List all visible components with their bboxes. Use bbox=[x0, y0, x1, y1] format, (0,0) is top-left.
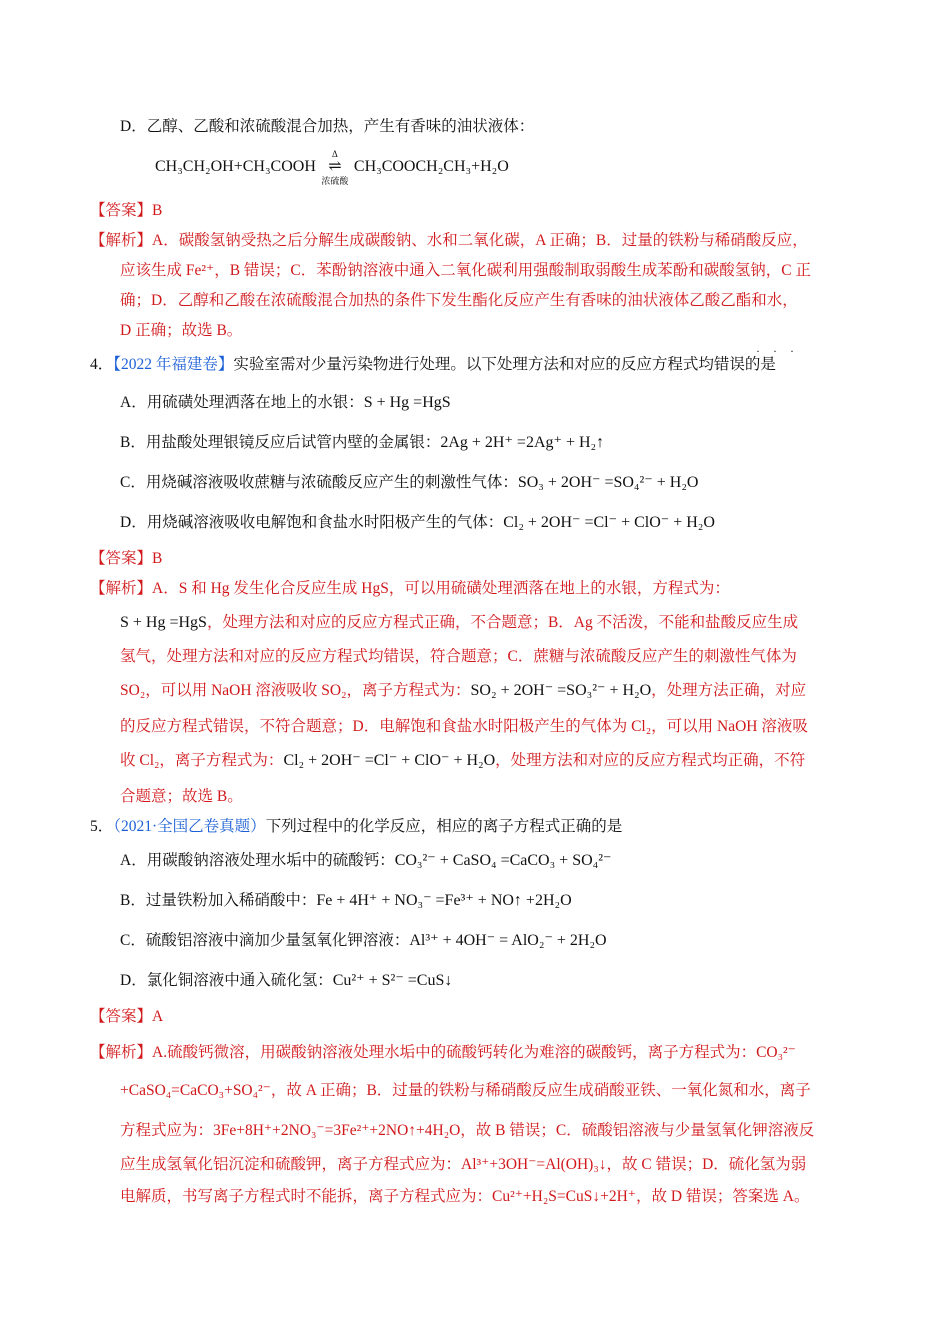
q5-analysis-line-3: 方程式应为：3Fe+8H⁺+2NO₃⁻=3Fe²⁺+2NO↑+4H₂O，故 B 错误；C．硫酸铝溶液与少量氢氧化钾溶液反 bbox=[120, 1122, 815, 1139]
q5-option-d bbox=[120, 970, 452, 992]
option-formula: SO₃ + 2OH⁻ =SO₄²⁻ + H₂O bbox=[517, 474, 699, 491]
analysis-text: ，处理方法和对应的反应方程式均正确，不符 bbox=[495, 752, 806, 769]
option-formula: 2Ag + 2H⁺ =2Ag⁺ + H₂↑ bbox=[440, 434, 605, 451]
option-formula: Cl₂ + 2OH⁻ =Cl⁻ + ClO⁻ + H₂O bbox=[503, 514, 715, 531]
q5-option-c bbox=[120, 930, 607, 952]
option-formula: Fe + 4H⁺ + NO₃⁻ =Fe³⁺ + NO↑ +2H₂O bbox=[316, 892, 572, 909]
emphasis-dots: · · · bbox=[756, 344, 799, 358]
arrow-condition-heat: Δ bbox=[331, 149, 338, 159]
q3-analysis-line-2: 应该生成 Fe²⁺，B 错误；C．苯酚钠溶液中通入二氧化碳利用强酸制取弱酸生成苯酚和碳酸氢钠，C 正 bbox=[120, 262, 811, 279]
option-text: B．过量铁粉加入稀硝酸中： bbox=[120, 892, 317, 909]
analysis-text: 收 Cl₂，离子方程式为： bbox=[120, 752, 284, 769]
q4-option-c bbox=[120, 472, 698, 494]
option-text: D．用烧碱溶液吸收电解饱和食盐水时阳极产生的气体： bbox=[120, 514, 504, 531]
option-text: A．用碳酸钠溶液处理水垢中的硫酸钙： bbox=[120, 852, 395, 869]
q5-analysis-line-2: +CaSO₄=CaCO₃+SO₄²⁻，故 A 正确；B．过量的铁粉与稀硝酸反应生成硝酸亚铁、一氧化氮和水，离子 bbox=[120, 1082, 811, 1099]
equation-left: CH₃CH₂OH+CH₃COOH bbox=[155, 158, 316, 175]
arrow-condition-catalyst: 浓硫酸 bbox=[321, 176, 349, 186]
q4-analysis-line-2 bbox=[120, 612, 798, 634]
q4-analysis-line-7: 合题意；故选 B。 bbox=[120, 788, 243, 805]
q4-option-a bbox=[120, 392, 451, 414]
q4-stem: 实验室需对少量污染物进行处理。以下处理方法和对应的反应方程式均错误的是 bbox=[233, 356, 776, 373]
option-text: C．用烧碱溶液吸收蔗糖与浓硫酸反应产生的刺激性气体： bbox=[120, 474, 518, 491]
q5-analysis-line-4: 应生成氢氧化铝沉淀和硫酸钾，离子方程式应为：Al³⁺+3OH⁻=Al(OH)₃↓，故 C 错误；D．硫化氢为弱 bbox=[120, 1156, 807, 1173]
inline-formula: Cl₂ + 2OH⁻ =Cl⁻ + ClO⁻ + H₂O bbox=[283, 752, 496, 769]
q3-answer: 【答案】B bbox=[90, 202, 163, 219]
option-formula: CO₃²⁻ + CaSO₄ =CaCO₃ + SO₄²⁻ bbox=[394, 852, 612, 869]
option-formula: Al³⁺ + 4OH⁻ = AlO₂⁻ + 2H₂O bbox=[409, 932, 607, 949]
q4-stem-line bbox=[90, 354, 776, 376]
q4-number: 4． bbox=[90, 356, 114, 373]
q3-analysis-line-3: 确；D．乙醇和乙酸在浓硫酸混合加热的条件下发生酯化反应产生有香味的油状液体乙酸乙酯和水， bbox=[120, 292, 798, 309]
q4-option-b bbox=[120, 432, 604, 454]
equation-right: CH₃COOCH₂CH₃+H₂O bbox=[353, 158, 509, 175]
q5-analysis-line-1: 【解析】A.硫酸钙微溶，用碳酸钠溶液处理水垢中的硫酸钙转化为难溶的碳酸钙，离子方程式为：CO₃²⁻ bbox=[90, 1044, 796, 1061]
analysis-text: ，处理方法和对应的反应方程式正确，不合题意；B．Ag 不活泼，不能和盐酸反应生成 bbox=[206, 614, 799, 631]
q4-option-d bbox=[120, 512, 715, 534]
analysis-text: SO₂，可以用 NaOH 溶液吸收 SO₂，离子方程式为： bbox=[120, 682, 471, 699]
option-text: D．氯化铜溶液中通入硫化氢： bbox=[120, 972, 333, 989]
q3-option-d-equation bbox=[155, 149, 509, 186]
q5-source: （2021·全国乙卷真题） bbox=[113, 818, 266, 835]
q5-option-b bbox=[120, 890, 572, 912]
q4-analysis-line-6 bbox=[120, 750, 805, 772]
inline-formula: S + Hg =HgS bbox=[120, 614, 207, 631]
q5-stem: 下列过程中的化学反应，相应的离子方程式正确的是 bbox=[265, 818, 623, 835]
q5-number: 5． bbox=[90, 818, 114, 835]
q4-answer: 【答案】B bbox=[90, 550, 163, 567]
option-text: B．用盐酸处理银镜反应后试管内壁的金属银： bbox=[120, 434, 441, 451]
q4-analysis-line-4 bbox=[120, 680, 806, 702]
reversible-arrow: Δ ⇌ 浓硫酸 bbox=[320, 156, 350, 178]
q3-option-d: D．乙醇、乙酸和浓硫酸混合加热，产生有香味的油状液体： bbox=[120, 118, 535, 135]
q5-analysis-line-5: 电解质，书写离子方程式时不能拆，离子方程式应为：Cu²⁺+H₂S=CuS↓+2H⁺，故 D 错误；答案选 A。 bbox=[120, 1188, 810, 1205]
q5-option-a bbox=[120, 850, 611, 872]
q3-analysis-line-4: D 正确；故选 B。 bbox=[120, 322, 243, 339]
q4-source: 【2022 年福建卷】 bbox=[113, 356, 234, 373]
option-text: C．硫酸铝溶液中滴加少量氢氧化钾溶液： bbox=[120, 932, 410, 949]
analysis-text: ，处理方法正确，对应 bbox=[651, 682, 807, 699]
q3-analysis-line-1: 【解析】A．碳酸氢钠受热之后分解生成碳酸钠、水和二氧化碳，A 正确；B．过量的铁粉与稀硝酸反应， bbox=[90, 232, 808, 249]
q4-analysis-line-3: 氢气，处理方法和对应的反应方程式均错误，符合题意；C．蔗糖与浓硫酸反应产生的刺激性气体为 bbox=[120, 648, 797, 665]
q4-analysis-line-5: 的反应方程式错误，不符合题意；D．电解饱和食盐水时阳极产生的气体为 Cl₂，可以用 NaOH 溶液吸 bbox=[120, 718, 808, 735]
q5-stem-line bbox=[90, 816, 622, 838]
inline-formula: SO₂ + 2OH⁻ =SO₃²⁻ + H₂O bbox=[470, 682, 652, 699]
option-formula: S + Hg =HgS bbox=[363, 394, 451, 411]
option-formula: Cu²⁺ + S²⁻ =CuS↓ bbox=[332, 972, 453, 989]
q5-answer: 【答案】A bbox=[90, 1008, 164, 1025]
q4-analysis-line-1: 【解析】A．S 和 Hg 发生化合反应生成 HgS，可以用硫磺处理洒落在地上的水银，方程式为： bbox=[90, 580, 730, 597]
option-text: A．用硫磺处理洒落在地上的水银： bbox=[120, 394, 364, 411]
